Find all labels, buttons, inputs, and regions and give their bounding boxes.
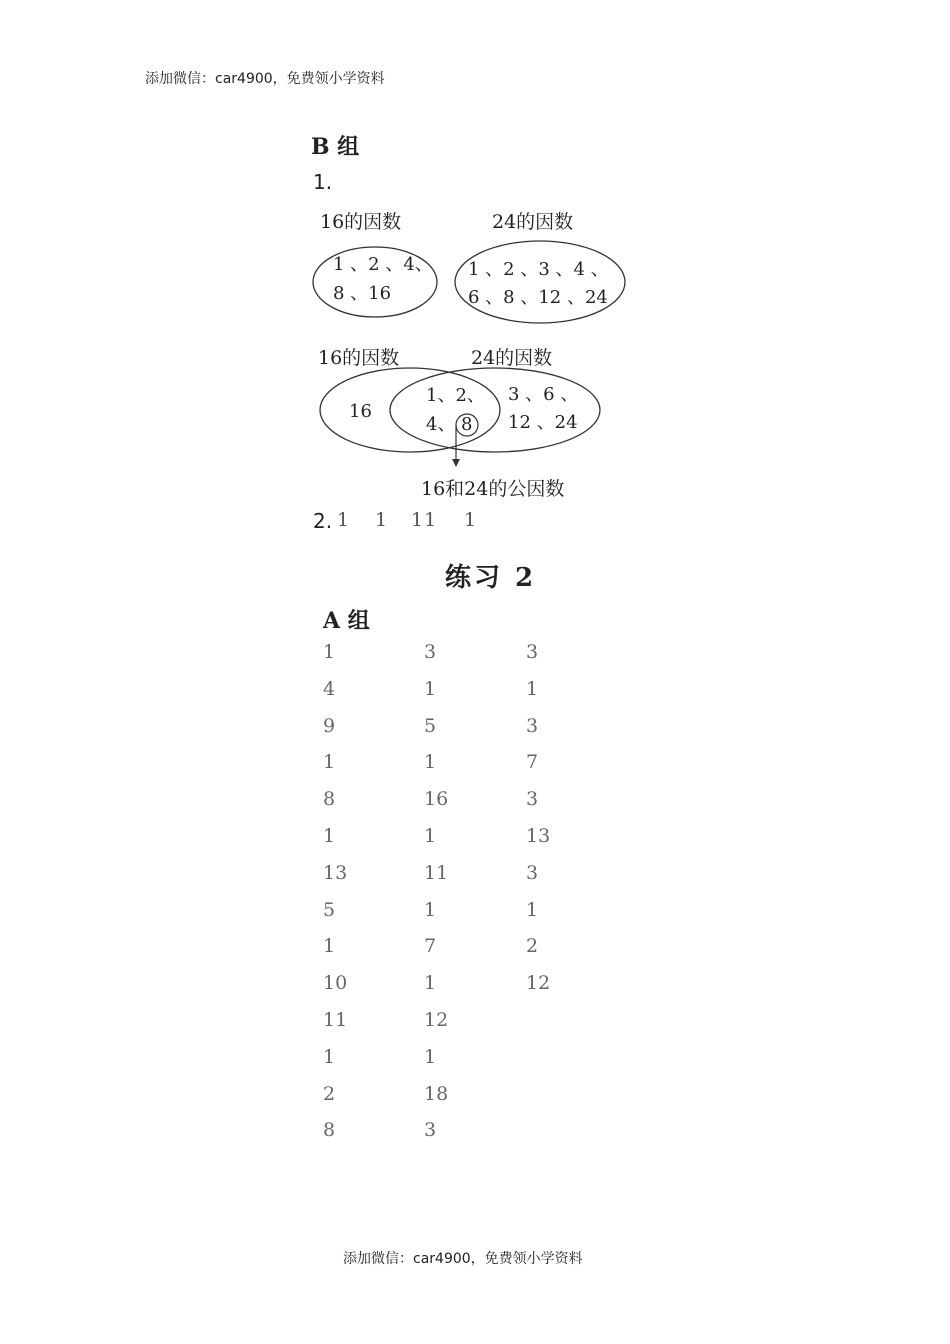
set-16-line-1: 1 、2 、4、 (333, 254, 433, 275)
answer-cell: 8 (323, 1119, 336, 1142)
answer-cell: 2 (526, 935, 539, 958)
answer-cell: 2 (323, 1082, 336, 1105)
exercise-title: 练习 2 (445, 563, 537, 593)
answer-cell: 3 (526, 641, 539, 663)
answer-cell: 3 (526, 788, 539, 811)
question-2-number: 2. (313, 509, 333, 533)
answer-cell: 13 (323, 861, 348, 884)
set-16-title: 16的因数 (320, 211, 402, 233)
answer-cell: 5 (424, 714, 437, 737)
answer-cell: 1 (323, 1045, 336, 1068)
common-factors-caption: 16和24的公因数 (421, 478, 565, 500)
answer-cell: 3 (424, 641, 437, 663)
answer-cell: 3 (526, 714, 539, 737)
q2-answer-4: 1 (464, 509, 478, 531)
overlap-set-16-title: 16的因数 (318, 347, 400, 369)
answer-cell: 16 (424, 788, 449, 811)
answer-cell: 11 (323, 1009, 348, 1031)
answer-cell: 11 (424, 861, 449, 884)
answer-cell: 1 (323, 641, 336, 663)
only-24-line-2: 12 、24 (508, 412, 578, 433)
answer-cell: 7 (424, 935, 437, 958)
q2-answer-1: 1 (337, 509, 351, 531)
answer-cell: 10 (323, 972, 348, 995)
answer-cell: 1 (424, 825, 437, 847)
overlap-set-24-title: 24的因数 (471, 347, 553, 369)
set-24-title: 24的因数 (492, 211, 574, 233)
answer-cell: 8 (323, 788, 336, 811)
common-line-2: 4、 (426, 414, 456, 435)
answer-cell: 13 (526, 825, 551, 847)
only-16-values: 16 (349, 401, 372, 422)
answer-cell: 1 (424, 972, 437, 995)
answer-cell: 1 (424, 898, 437, 921)
pointer-arrow-head (452, 459, 460, 467)
group-a-label: A 组 (323, 608, 370, 634)
answer-cell: 12 (526, 972, 551, 995)
answer-cell: 1 (424, 677, 437, 700)
footer-note: 添加微信：car4900，免费领小学资料 (343, 1251, 583, 1267)
answer-cell: 1 (323, 825, 336, 847)
answer-cell: 1 (323, 751, 336, 774)
header-note: 添加微信：car4900，免费领小学资料 (145, 71, 385, 87)
q2-answer-2: 1 (375, 509, 389, 531)
set-24-line-1: 1 、2 、3 、4 、 (468, 259, 609, 280)
set-16-line-2: 8 、16 (333, 283, 392, 304)
answer-cell: 12 (424, 1009, 449, 1031)
set-24-line-2: 6 、8 、12 、24 (468, 287, 608, 308)
answer-cell: 3 (424, 1119, 437, 1142)
only-24-line-1: 3 、6 、 (508, 384, 579, 405)
question-1-number: 1. (313, 170, 333, 194)
common-line-1: 1、2、 (426, 385, 485, 406)
answer-cell: 3 (526, 861, 539, 884)
group-b-label: B 组 (311, 134, 360, 160)
common-circled-value: 8 (461, 414, 473, 435)
answer-cell: 1 (526, 898, 539, 921)
answer-cell: 1 (424, 1045, 437, 1068)
answer-cell: 1 (424, 751, 437, 774)
answer-cell: 18 (424, 1082, 449, 1105)
answer-cell: 1 (526, 677, 539, 700)
answer-cell: 9 (323, 714, 336, 737)
q2-answer-3: 11 (411, 509, 438, 531)
answer-cell: 4 (323, 677, 336, 700)
answer-cell: 7 (526, 751, 539, 774)
answer-cell: 5 (323, 898, 336, 921)
answer-cell: 1 (323, 935, 336, 958)
